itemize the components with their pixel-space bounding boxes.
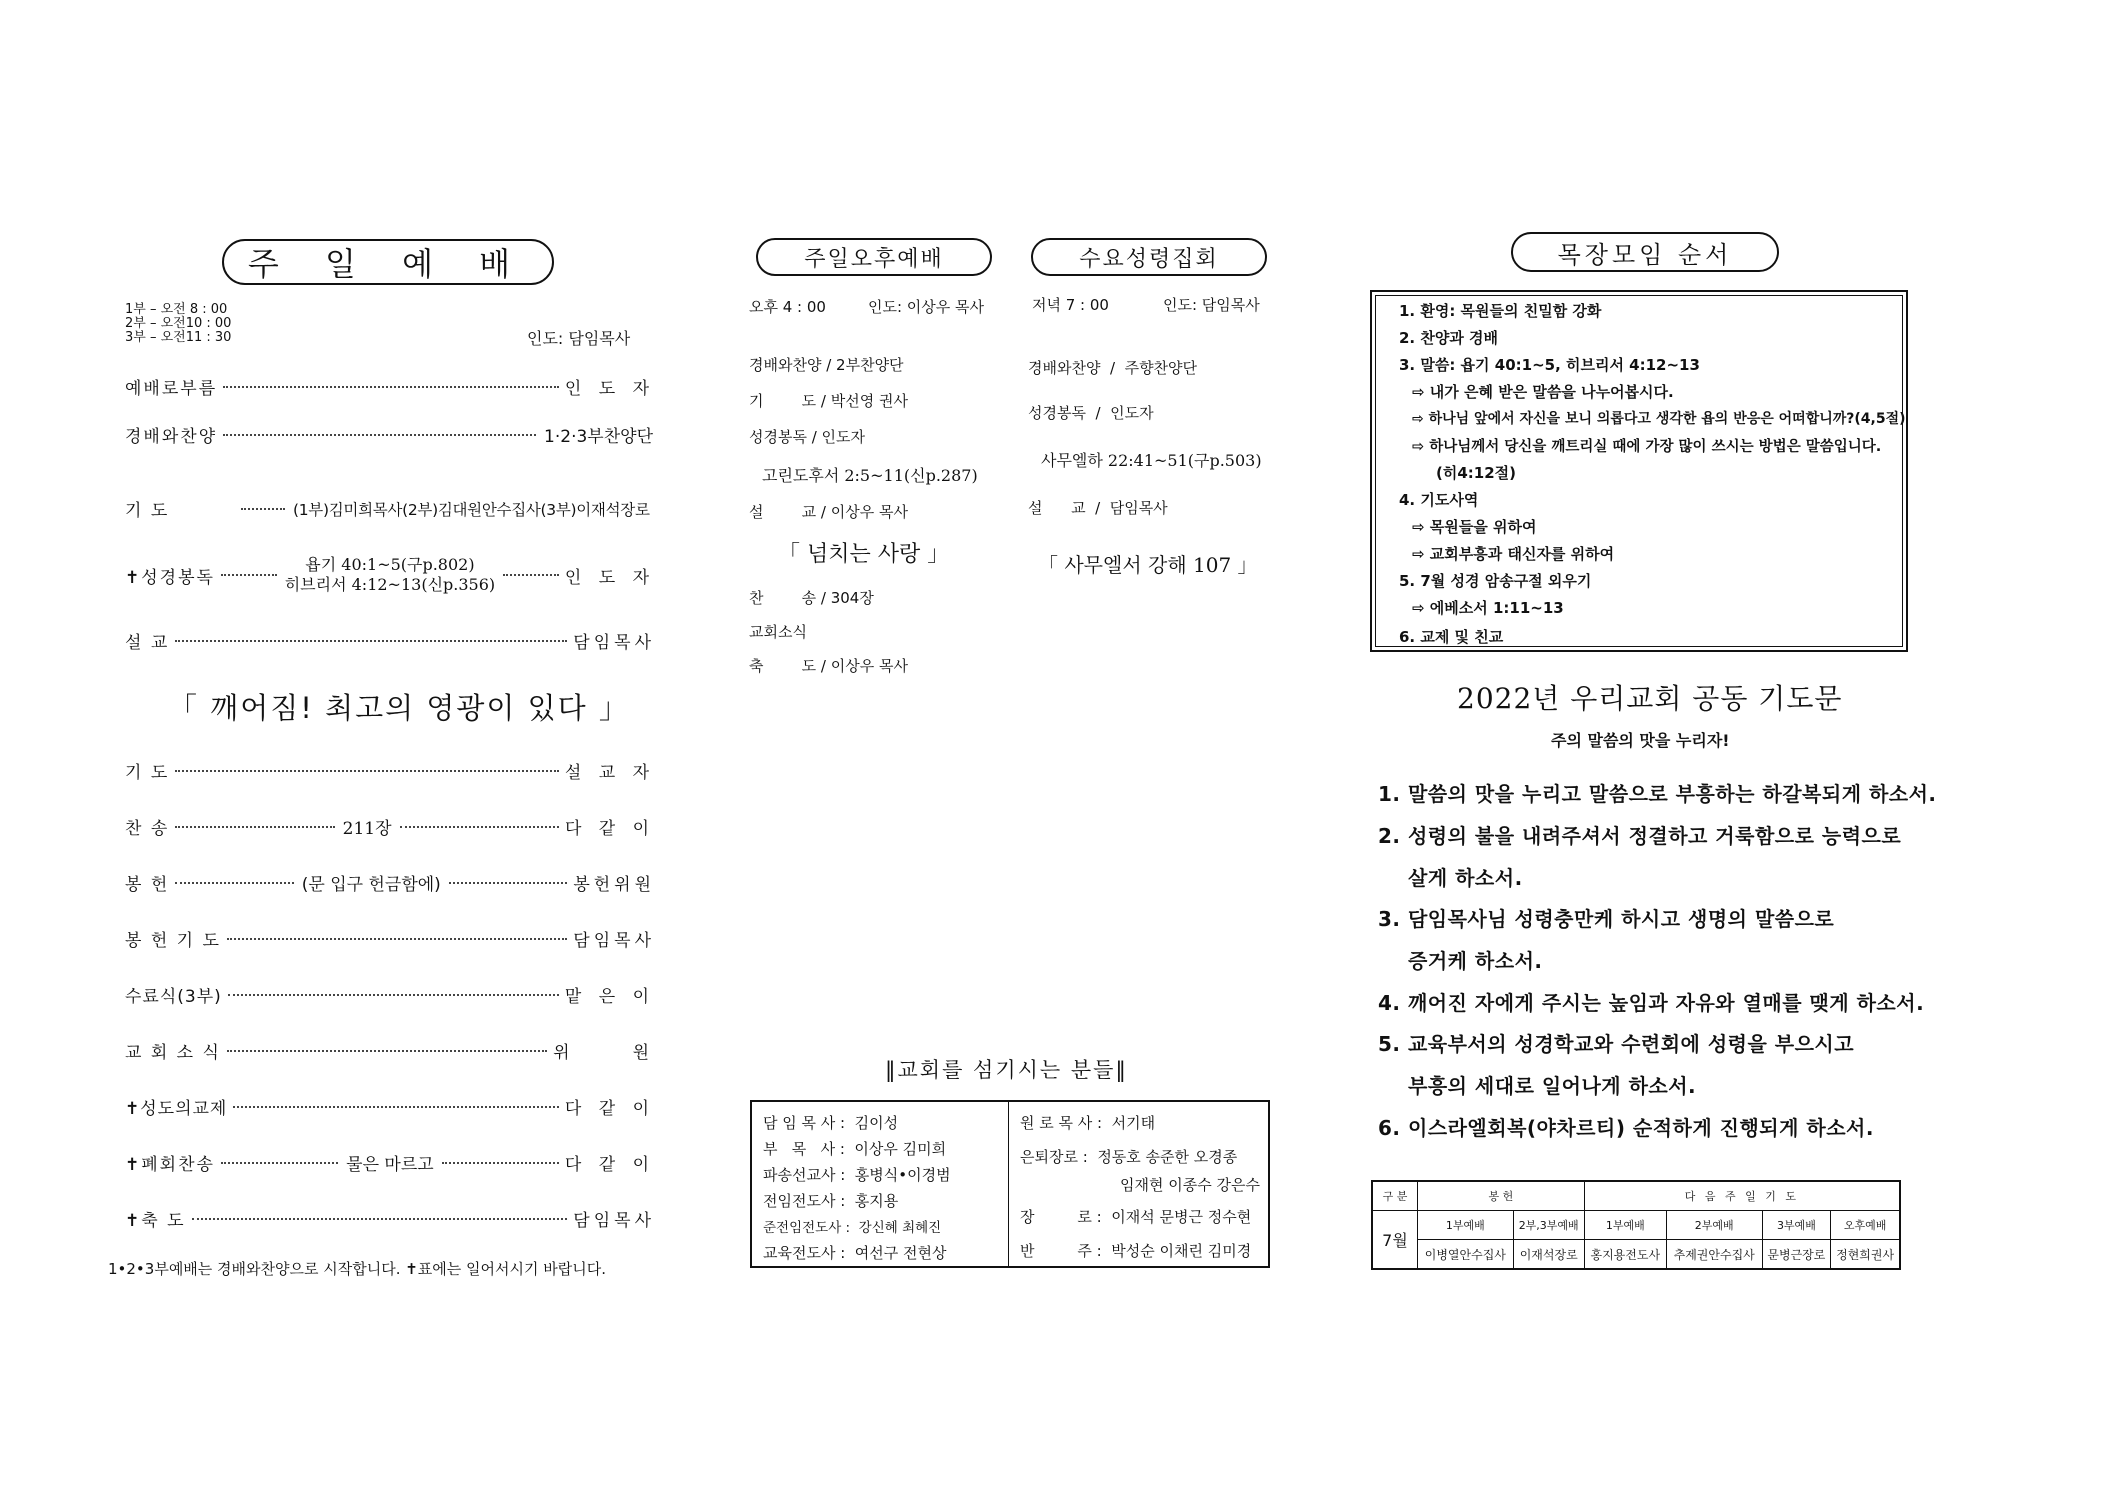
row-leader-dots bbox=[221, 574, 277, 576]
table-cell: 문병근장로 bbox=[1762, 1240, 1831, 1270]
afternoon-time: 오후 4 : 00 bbox=[749, 298, 826, 316]
row-leader-dots bbox=[449, 882, 568, 884]
sunday-leader: 인도: 담임목사 bbox=[527, 329, 631, 348]
afternoon-item-1: 경배와찬양 / 2부찬양단 bbox=[749, 356, 904, 374]
table-cell: 3부예배 bbox=[1762, 1211, 1831, 1240]
row-label: 교 회 소 식 bbox=[125, 1043, 221, 1063]
prayer-line-5b: 부흥의 세대로 일어나게 하소서. bbox=[1408, 1074, 1697, 1098]
sunday-footnote: 1•2•3부예배는 경배와찬양으로 시작합니다. ✝표에는 일어서시기 바랍니다. bbox=[108, 1260, 606, 1278]
row-hymn bbox=[125, 814, 655, 839]
agenda-1: 1. 환영: 목원들의 친밀함 강화 bbox=[1399, 302, 1602, 320]
row-right: 다 같 이 bbox=[564, 1155, 655, 1175]
agenda-4: 4. 기도사역 bbox=[1399, 491, 1479, 509]
staff-right-4: 장 로 : 이재석 문병근 정수현 bbox=[1020, 1208, 1252, 1226]
row-right: 담임목사 bbox=[573, 1211, 655, 1231]
row-label: ✝축 도 bbox=[125, 1211, 186, 1231]
prayer-line-6: 6. 이스라엘회복(야차르티) 순적하게 진행되게 하소서. bbox=[1378, 1116, 1874, 1140]
wednesday-scripture: 사무엘하 22:41~51(구p.503) bbox=[1041, 451, 1262, 470]
staff-left-2: 부 목 사 : 이상우 김미희 bbox=[763, 1140, 947, 1158]
row-label: 경배와찬양 bbox=[125, 427, 218, 447]
agenda-3a: ⇨ 내가 은혜 받은 말씀을 나누어봅시다. bbox=[1412, 383, 1674, 401]
staff-right-5: 반 주 : 박성순 이채린 김미경 bbox=[1020, 1242, 1252, 1260]
row-offering bbox=[125, 870, 655, 895]
afternoon-item-7: 찬 송 / 304장 bbox=[749, 589, 874, 607]
row-label: 봉 헌 bbox=[125, 875, 170, 895]
sunday-title: 주 일 예 배 bbox=[222, 239, 554, 285]
agenda-4b: ⇨ 교회부흥과 태신자를 위하여 bbox=[1412, 545, 1615, 563]
row-closing-hymn bbox=[125, 1150, 655, 1175]
table-row bbox=[1372, 1240, 1900, 1270]
staff-right-3: 임재현 이종수 강은수 bbox=[1120, 1176, 1260, 1194]
afternoon-scripture: 고린도후서 2:5~11(신p.287) bbox=[762, 466, 978, 485]
row-label: 기 도 bbox=[125, 501, 170, 521]
row-prayer bbox=[125, 496, 655, 521]
row-right: (1부)김미희목사(2부)김대원안수집사(3부)이재석장로 bbox=[293, 500, 650, 519]
row-leader-dots bbox=[400, 826, 559, 828]
row-leader-dots bbox=[228, 994, 559, 996]
staff-box bbox=[750, 1100, 1270, 1268]
agenda-6: 6. 교제 및 친교 bbox=[1399, 628, 1504, 646]
staff-left-6: 교육전도사 : 여선구 전현상 bbox=[763, 1244, 947, 1262]
row-leader-dots bbox=[442, 1162, 559, 1164]
prayer-line-2: 2. 성령의 불을 내려주셔서 정결하고 거룩함으로 능력으로 bbox=[1378, 824, 1902, 848]
afternoon-item-3: 성경봉독 / 인도자 bbox=[749, 428, 866, 446]
month-cell: 7월 bbox=[1372, 1211, 1418, 1270]
scripture-ref-2: 히브리서 4:12~13(신p.356) bbox=[284, 575, 496, 594]
row-right: 봉헌위원 bbox=[573, 875, 656, 895]
row-leader-dots bbox=[175, 826, 334, 828]
wednesday-time: 저녁 7 : 00 bbox=[1032, 296, 1109, 314]
staff-left-4: 전임전도사 : 홍지용 bbox=[763, 1192, 899, 1210]
row-label: ✝성도의교제 bbox=[125, 1099, 228, 1119]
row-benediction bbox=[125, 1206, 655, 1231]
table-row bbox=[1372, 1211, 1900, 1240]
row-mid: 211장 bbox=[342, 819, 392, 839]
offering-table bbox=[1371, 1180, 1901, 1270]
wednesday-leader: 인도: 담임목사 bbox=[1163, 296, 1260, 314]
row-label: 수료식(3부) bbox=[125, 987, 222, 1007]
sermon-title: 「 깨어짐! 최고의 영광이 있다 」 bbox=[168, 691, 630, 725]
row-graduation bbox=[125, 982, 655, 1007]
staff-left-1: 담 임 목 사 : 김이성 bbox=[763, 1114, 899, 1132]
row-right: 담임목사 bbox=[573, 931, 655, 951]
scripture-ref-1: 욥기 40:1~5(구p.802) bbox=[305, 555, 475, 574]
row-fellowship bbox=[125, 1094, 655, 1119]
prayer-line-3: 3. 담임목사님 성령충만케 하시고 생명의 말씀으로 bbox=[1378, 907, 1835, 931]
row-prayer-2 bbox=[125, 758, 655, 783]
row-right: 맡 은 이 bbox=[564, 987, 655, 1007]
table-cell: 2부,3부예배 bbox=[1513, 1211, 1584, 1240]
row-leader-dots bbox=[175, 882, 294, 884]
agenda-5: 5. 7월 성경 암송구절 외우기 bbox=[1399, 572, 1592, 590]
header-offering: 봉 헌 bbox=[1418, 1181, 1585, 1211]
prayer-title: 2022년 우리교회 공동 기도문 bbox=[1457, 682, 1843, 715]
table-cell: 정현희권사 bbox=[1831, 1240, 1900, 1270]
table-cell: 1부예배 bbox=[1584, 1211, 1666, 1240]
row-leader-dots bbox=[227, 1050, 547, 1052]
afternoon-title: 주일오후예배 bbox=[756, 238, 992, 276]
row-mid: 물은 마르고 bbox=[346, 1155, 434, 1175]
row-leader-dots bbox=[221, 1162, 338, 1164]
row-right: 담임목사 bbox=[573, 633, 655, 653]
row-praise bbox=[125, 422, 655, 447]
agenda-3c: ⇨ 하나님께서 당신을 깨트리실 때에 가장 많이 쓰시는 방법은 말씀입니다. bbox=[1412, 439, 1882, 455]
row-label: ✝성경봉독 bbox=[125, 567, 215, 588]
wednesday-item-2: 성경봉독 / 인도자 bbox=[1028, 404, 1154, 422]
prayer-line-1: 1. 말씀의 맛을 누리고 말씀으로 부흥하는 하갈복되게 하소서. bbox=[1378, 782, 1937, 806]
agenda-4a: ⇨ 목원들을 위하여 bbox=[1412, 518, 1537, 536]
afternoon-item-2: 기 도 / 박선영 권사 bbox=[749, 392, 908, 410]
afternoon-sermon-title: 「 넘치는 사랑 」 bbox=[778, 542, 950, 567]
cell-title: 목장모임 순서 bbox=[1511, 232, 1779, 272]
table-row bbox=[1372, 1181, 1900, 1211]
staff-left-3: 파송선교사 : 홍병식•이경범 bbox=[763, 1166, 951, 1184]
header-next-prayer: 다 음 주 일 기 도 bbox=[1584, 1181, 1900, 1211]
row-label: 설 교 bbox=[125, 633, 170, 653]
row-right: 인 도 자 bbox=[564, 379, 655, 399]
wednesday-sermon-title: 「 사무엘서 강해 107 」 bbox=[1038, 553, 1258, 577]
header-section: 구 분 bbox=[1372, 1181, 1418, 1211]
row-label: 예배로부름 bbox=[125, 379, 218, 399]
row-right: 인 도 자 bbox=[564, 567, 655, 588]
table-cell: 홍지용전도사 bbox=[1584, 1240, 1666, 1270]
row-leader-dots bbox=[175, 770, 559, 772]
row-label: 기 도 bbox=[125, 763, 170, 783]
prayer-line-2b: 살게 하소서. bbox=[1408, 866, 1523, 890]
staff-right-2: 은퇴장로 : 정동호 송준한 오경종 bbox=[1020, 1148, 1238, 1166]
afternoon-item-9: 축 도 / 이상우 목사 bbox=[749, 657, 908, 675]
afternoon-leader: 인도: 이상우 목사 bbox=[868, 298, 985, 316]
table-cell: 2부예배 bbox=[1666, 1211, 1762, 1240]
staff-right-1: 원 로 목 사 : 서기태 bbox=[1020, 1114, 1156, 1132]
scripture-refs bbox=[283, 555, 497, 595]
sunday-times bbox=[125, 303, 231, 345]
row-leader-dots bbox=[192, 1218, 568, 1220]
table-cell: 1부예배 bbox=[1418, 1211, 1514, 1240]
row-news bbox=[125, 1038, 655, 1063]
table-cell: 오후예배 bbox=[1831, 1211, 1900, 1240]
staff-left-5: 준전임전도사 : 강신혜 최혜진 bbox=[763, 1220, 942, 1236]
row-call-to-worship bbox=[125, 374, 655, 399]
time-1: 1부 – 오전 8 : 00 bbox=[125, 302, 228, 317]
row-right: 설 교 자 bbox=[564, 763, 655, 783]
prayer-line-4: 4. 깨어진 자에게 주시는 높임과 자유와 열매를 맺게 하소서. bbox=[1378, 991, 1925, 1015]
time-2: 2부 – 오전10 : 00 bbox=[125, 316, 232, 331]
agenda-3b: ⇨ 하나님 앞에서 자신을 보니 의롭다고 생각한 욥의 반응은 어떠합니까?(4,5절) bbox=[1412, 411, 1906, 427]
row-mid: (문 입구 헌금함에) bbox=[301, 875, 441, 895]
row-label: 찬 송 bbox=[125, 819, 170, 839]
row-leader-dots bbox=[233, 1106, 559, 1108]
row-leader-dots bbox=[223, 434, 536, 436]
staff-divider bbox=[1008, 1102, 1009, 1266]
prayer-line-5: 5. 교육부서의 성경학교와 수련회에 성령을 부으시고 bbox=[1378, 1032, 1855, 1056]
row-leader-dots bbox=[223, 386, 559, 388]
row-leader-dots bbox=[175, 640, 567, 642]
staff-title: ‖교회를 섬기시는 분들‖ bbox=[885, 1058, 1128, 1082]
row-sermon bbox=[125, 628, 655, 653]
agenda-5a: ⇨ 에베소서 1:11~13 bbox=[1412, 599, 1564, 617]
row-leader-dots bbox=[227, 938, 567, 940]
prayer-line-3b: 증거케 하소서. bbox=[1408, 949, 1543, 973]
agenda-3d: (히4:12절) bbox=[1436, 464, 1517, 482]
wednesday-item-4: 설 교 / 담임목사 bbox=[1028, 499, 1168, 517]
table-cell: 이병열안수집사 bbox=[1418, 1240, 1514, 1270]
row-leader-dots bbox=[241, 508, 285, 510]
row-right: 위 원 bbox=[553, 1043, 655, 1063]
wednesday-title: 수요성령집회 bbox=[1031, 238, 1267, 276]
row-right: 1·2·3부찬양단 bbox=[544, 427, 653, 447]
row-right: 다 같 이 bbox=[564, 1099, 655, 1119]
wednesday-item-1: 경배와찬양 / 주향찬양단 bbox=[1028, 359, 1198, 377]
agenda-2: 2. 찬양과 경배 bbox=[1399, 329, 1499, 347]
row-label: 봉 헌 기 도 bbox=[125, 931, 221, 951]
row-leader-dots bbox=[503, 574, 559, 576]
table-cell: 추제권안수집사 bbox=[1666, 1240, 1762, 1270]
row-label: ✝폐회찬송 bbox=[125, 1155, 215, 1175]
agenda-3: 3. 말씀: 욥기 40:1~5, 히브리서 4:12~13 bbox=[1399, 356, 1700, 374]
afternoon-item-8: 교회소식 bbox=[749, 623, 807, 641]
row-right: 다 같 이 bbox=[564, 819, 656, 839]
row-scripture bbox=[125, 555, 655, 595]
afternoon-item-5: 설 교 / 이상우 목사 bbox=[749, 503, 908, 521]
time-3: 3부 – 오전11 : 30 bbox=[125, 330, 232, 345]
table-cell: 이재석장로 bbox=[1513, 1240, 1584, 1270]
prayer-subtitle: 주의 말씀의 맛을 누리자! bbox=[1551, 731, 1730, 750]
row-offering-prayer bbox=[125, 926, 655, 951]
